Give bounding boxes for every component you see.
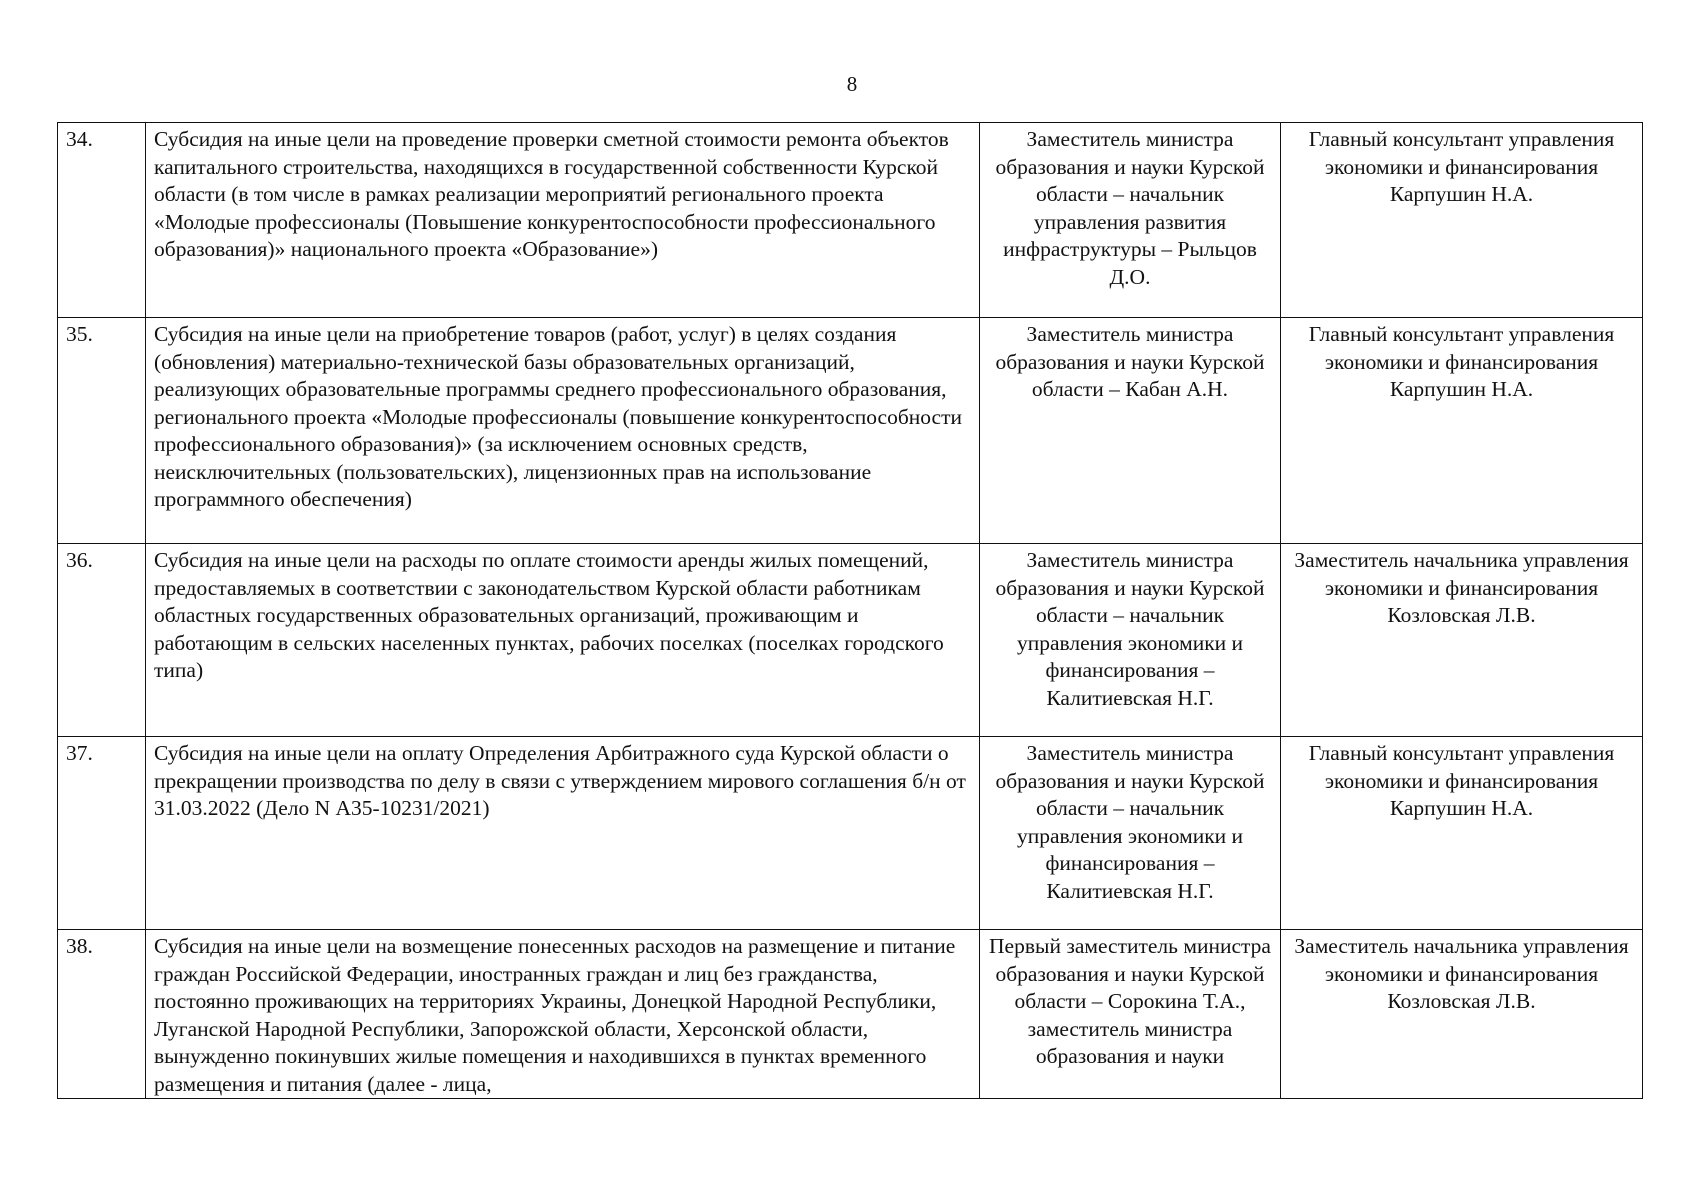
row-responsible: Заместитель министра образования и науки Курской области – начальник управления экономики и финансирования – Калитиевская Н.Г. (980, 544, 1281, 737)
table-row (58, 737, 1643, 930)
row-description: Субсидия на иные цели на возмещение понесенных расходов на размещение и питание граждан Российской Федерации, иностранных граждан и лиц без гражданства, постоянно проживающих на территориях Украины, Донецкой Народной Республики, Луганской Народной Республики, Запорожской области, Херсонской области, вынужденно покинувших жилые помещения и находившихся в пунктах временного размещения и питания (далее - лица, (146, 930, 980, 1099)
row-executor: Главный консультант управления экономики и финансирования Карпушин Н.А. (1281, 123, 1643, 318)
row-number: 38. (58, 930, 146, 1099)
row-description: Субсидия на иные цели на расходы по оплате стоимости аренды жилых помещений, предоставляемых в соответствии с законодательством Курской области работникам областных государственных образовательных организаций, проживающим и работающим в сельских населенных пунктах, рабочих поселках (поселках городского типа) (146, 544, 980, 737)
row-responsible: Заместитель министра образования и науки Курской области – начальник управления развития инфраструктуры – Рыльцов Д.О. (980, 123, 1281, 318)
row-executor: Заместитель начальника управления экономики и финансирования Козловская Л.В. (1281, 544, 1643, 737)
row-number: 34. (58, 123, 146, 318)
table-row (58, 544, 1643, 737)
row-executor: Главный консультант управления экономики и финансирования Карпушин Н.А. (1281, 737, 1643, 930)
row-responsible: Заместитель министра образования и науки Курской области – начальник управления экономики и финансирования – Калитиевская Н.Г. (980, 737, 1281, 930)
row-number: 36. (58, 544, 146, 737)
row-number: 35. (58, 318, 146, 544)
row-number: 37. (58, 737, 146, 930)
row-description: Субсидия на иные цели на приобретение товаров (работ, услуг) в целях создания (обновления) материально-технической базы образовательных организаций, реализующих образовательные программы среднего профессионального образования, регионального проекта «Молодые профессионалы (повышение конкурентоспособности профессионального образования)» (за исключением основных средств, неисключительных (пользовательских), лицензионных прав на использование программного обеспечения) (146, 318, 980, 544)
subsidy-table (57, 122, 1643, 1099)
row-description: Субсидия на иные цели на оплату Определения Арбитражного суда Курской области о прекращении производства по делу в связи с утверждением мирового соглашения б/н от 31.03.2022 (Дело N А35-10231/2021) (146, 737, 980, 930)
row-executor: Главный консультант управления экономики и финансирования Карпушин Н.А. (1281, 318, 1643, 544)
table-row (58, 123, 1643, 318)
row-responsible: Заместитель министра образования и науки Курской области – Кабан А.Н. (980, 318, 1281, 544)
table-row (58, 318, 1643, 544)
row-executor: Заместитель начальника управления экономики и финансирования Козловская Л.В. (1281, 930, 1643, 1099)
table-row (58, 930, 1643, 1099)
row-responsible: Первый заместитель министра образования и науки Курской области – Сорокина Т.А., заместитель министра образования и науки (980, 930, 1281, 1099)
row-description: Субсидия на иные цели на проведение проверки сметной стоимости ремонта объектов капитального строительства, находящихся в государственной собственности Курской области (в том числе в рамках реализации мероприятий регионального проекта «Молодые профессионалы (Повышение конкурентоспособности профессионального образования)» национального проекта «Образование») (146, 123, 980, 318)
page-number: 8 (846, 72, 858, 96)
